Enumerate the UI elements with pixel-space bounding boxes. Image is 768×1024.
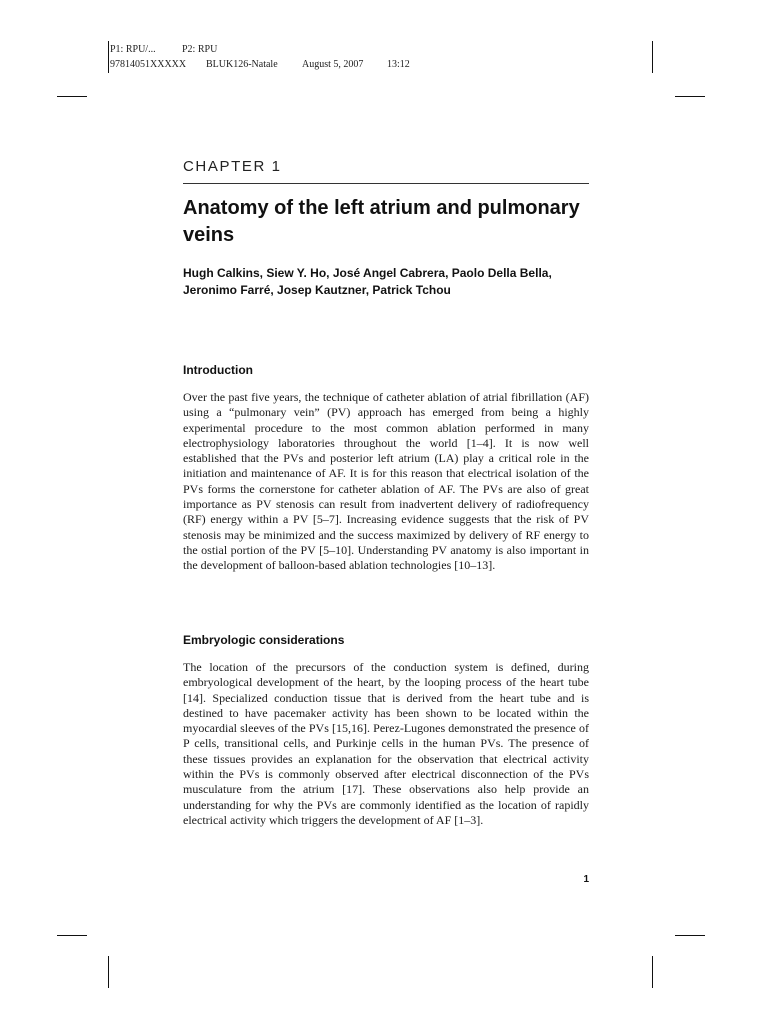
crop-mark-bottom-left-horizontal <box>57 935 87 936</box>
page-number: 1 <box>583 874 589 885</box>
crop-mark-bottom-left-vertical <box>108 956 109 988</box>
section-embryologic-considerations <box>183 632 589 828</box>
section-paragraph: The location of the precursors of the conduction system is defined, during embryological development of the heart, by the looping process of the heart tube [14]. Specialized conduction tissue that is derived from the heart tube and is destined to have pacemaker activity has been shown to be located within the myocardial sleeves of the PVs [15,16]. Perez-Lugones demonstrated the presence of P cells, transitional cells, and Purkinje cells in the human PVs. The presence of these tissues provides an explanation for the observation that electrical activity within the PVs is commonly observed after electrical disconnection of the PVs musculature from the atrium [17]. These observations also help provide an understanding for why the PVs are commonly identified as the location of rapidly electrical activity which triggers the development of AF [1–3]. <box>183 660 589 827</box>
printer-slug <box>110 42 410 72</box>
crop-mark-top-left-horizontal <box>57 96 87 97</box>
chapter-rule <box>183 183 589 184</box>
section-heading: Embryologic considerations <box>183 633 345 647</box>
crop-mark-bottom-right-horizontal <box>675 935 705 936</box>
slug-isbn: 97814051XXXXX <box>110 59 187 70</box>
crop-mark-bottom-right-vertical <box>652 956 653 988</box>
chapter-title: Anatomy of the left atrium and pulmonary veins <box>183 197 580 246</box>
slug-line-2 <box>110 57 410 72</box>
crop-mark-top-right-horizontal <box>675 96 705 97</box>
chapter-authors: Hugh Calkins, Siew Y. Ho, José Angel Cabrera, Paolo Della Bella, Jeronimo Farré, Josep Kautzner, Patrick Tchou <box>183 266 552 297</box>
chapter-label: CHAPTER 1 <box>183 158 282 175</box>
slug-time: 13:12 <box>387 59 410 70</box>
section-introduction <box>183 362 589 574</box>
section-paragraph: Over the past five years, the technique of catheter ablation of atrial fibrillation (AF) using a “pulmonary vein” (PV) approach has emerged from being a highly experimental procedure to the most common ablation performed in many electrophysiology laboratories throughout the world [1–4]. It is now well established that the PVs and posterior left atrium (LA) play a critical role in the initiation and maintenance of AF. It is for this reason that electrical isolation of the PVs forms the cornerstone for catheter ablation of AF. The PVs are also of great importance as PV stenosis can result from inadvertent delivery of radiofrequency (RF) energy within a PV [5–7]. Increasing evidence suggests that the risk of PV stenosis may be minimized and the success maximized by delivery of RF energy to the ostial portion of the PV [5–10]. Understanding PV anatomy is also important in the development of balloon-based ablation technologies [10–13]. <box>183 390 589 573</box>
slug-proof-1: P1: RPU/... <box>110 44 156 55</box>
slug-date: August 5, 2007 <box>302 59 364 70</box>
section-heading: Introduction <box>183 363 253 377</box>
crop-mark-top-left-vertical <box>108 41 109 73</box>
slug-proof-2: P2: RPU <box>182 44 218 55</box>
slug-book-code: BLUK126-Natale <box>206 59 278 70</box>
crop-mark-top-right-vertical <box>652 41 653 73</box>
slug-line-1 <box>110 42 410 57</box>
